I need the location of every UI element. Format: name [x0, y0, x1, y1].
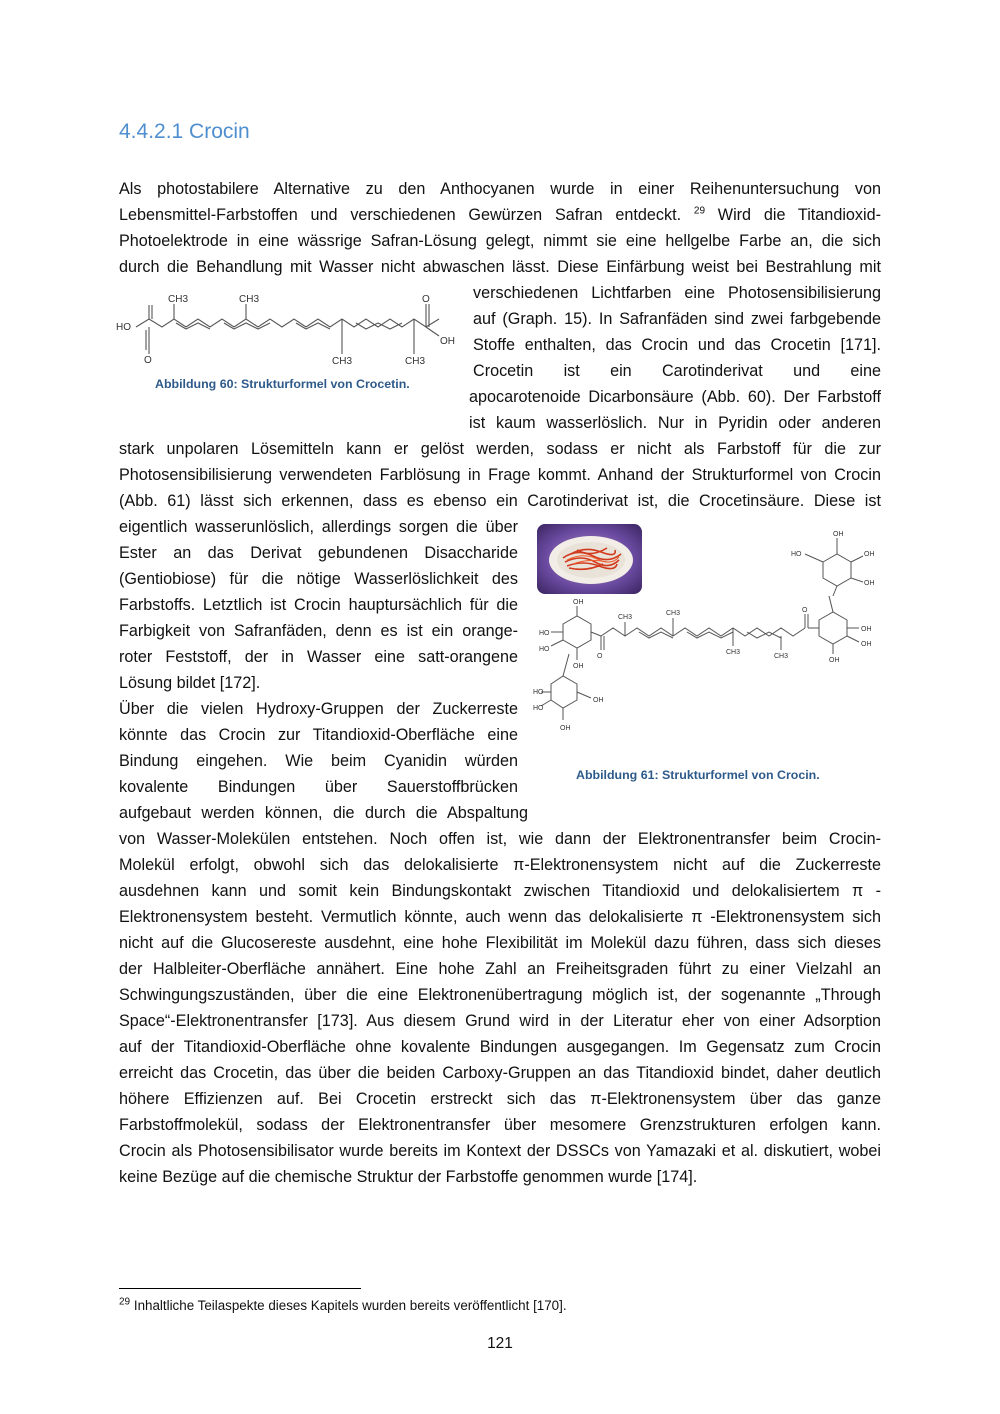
oxygen-label: O [144, 355, 152, 366]
text-line: roter Feststoff, der in Wasser eine satt-orangene [119, 648, 518, 666]
text-line: Schwingungszuständen, über die eine Elektronenübertragung möglich ist, der sogenannte „Through [119, 986, 881, 1004]
text-line: auf der Titandioxid-Oberfläche ohne kovalente Bindungen ausgegangen. Im Gegensatz zum Crocin [119, 1038, 881, 1056]
text-line: Space“-Elektronentransfer [173]. Aus diesem Grund wird in der Literatur eher von einer Adsorption [119, 1012, 881, 1030]
text-line: durch die Behandlung mit Wasser nicht abwaschen lässt. Diese Einfärbung weist bei Bestrahlung mit [119, 258, 881, 276]
footnote-divider [119, 1288, 361, 1289]
footnote-ref[interactable]: 29 [693, 205, 706, 217]
hydroxyl-label: HO [791, 551, 802, 558]
footnote-mark: 29 [119, 1296, 131, 1308]
hydroxyl-label: OH [560, 725, 571, 732]
hydroxyl-label: OH [833, 531, 844, 538]
text-line: von Wasser-Molekülen entstehen. Noch offen ist, wie dann der Elektronentransfer beim Crocin- [119, 830, 881, 848]
hydroxyl-label: HO [539, 646, 550, 653]
hydroxyl-label: HO [533, 705, 544, 712]
methyl-label: CH3 [239, 294, 260, 305]
text-line: Lebensmittel-Farbstoffen und verschiedenen Gewürzen Safran entdeckt. $^{29}$ Wird die Titandioxid- [119, 205, 881, 224]
hydroxyl-label: OH [864, 551, 875, 558]
text-line: Lösung bildet [172]. [119, 674, 261, 692]
hydroxyl-label: OH [864, 580, 875, 587]
hydroxyl-label: HO [533, 689, 544, 696]
text-line: nicht auf die Glucosereste ausdehnt, eine hohe Flexibilität im Molekül dazu führen, dass sich dieses [119, 934, 881, 952]
methyl-label: CH3 [774, 653, 789, 660]
crocin-skeleton [541, 538, 863, 720]
text-line: stark unpolaren Lösemitteln kann er gelöst werden, sodass er nicht als Farbstoff für die zur [119, 440, 881, 458]
text-line: Ester an das Derivat gebundenen Disaccharide [119, 544, 518, 562]
text-line: Photoelektrode in eine wässrige Safran-Lösung gelegt, nimmt sie eine hellgelbe Farbe an, die sich [119, 232, 881, 250]
hydroxyl-label: HO [539, 630, 550, 637]
text-line: Farbstoffmolekül, sodass der Elektronentransfer über mesomere Grenzstrukturen erfolgen kann. [119, 1116, 881, 1134]
footnote: $^{29}$ Inhaltliche Teilaspekte dieses Kapitels wurden bereits veröffentlicht [170]. [119, 1296, 567, 1313]
text-line: verschiedenen Lichtfarben eine Photosensibilisierung [473, 284, 881, 302]
text-line: Bindung eingehen. Wie beim Cyanidin würden [119, 752, 518, 770]
methyl-label: CH3 [618, 614, 633, 621]
text-line: eigentlich wasserunlöslich, allerdings sorgen die über [119, 518, 518, 536]
text-line: Als photostabilere Alternative zu den Anthocyanen wurde in einer Reihenuntersuchung von [119, 180, 881, 198]
text-line: Stoffe enthalten, das Crocin und das Crocetin [171]. [473, 336, 881, 354]
oxygen-label: O [597, 653, 603, 660]
text-line: Molekül erfolgt, obwohl sich das delokalisierte π-Elektronensystem nicht auf die Zuckerreste [119, 856, 881, 874]
methyl-label: CH3 [666, 610, 681, 617]
text-line: Crocetin ist ein Carotinderivat und eine [473, 362, 881, 380]
text-line: (Gentiobiose) für die nötige Wasserlöslichkeit des [119, 570, 518, 588]
methyl-label: CH3 [332, 356, 353, 367]
crocetin-skeleton [136, 304, 439, 354]
text-line: apocarotenoide Dicarbonsäure (Abb. 60). Der Farbstoff [469, 388, 881, 406]
text-line: ausdehnen kann und somit kein Bindungskontakt zwischen Titandioxid und delokalisiertem π - [119, 882, 881, 900]
hydroxyl-label: OH [573, 599, 584, 606]
text-line: der Halbleiter-Oberfläche annähert. Eine hohe Zahl an Freiheitsgraden führt zu einer Vielzahl an [119, 960, 881, 978]
methyl-label: CH3 [726, 649, 741, 656]
crocin-structure-figure [533, 526, 883, 736]
text-line: ist kaum wasserlöslich. Nur in Pyridin oder anderen [469, 414, 881, 432]
text-line: Crocin als Photosensibilisator wurde bereits im Kontext der DSSCs von Yamazaki et al. diskutiert, wobei [119, 1142, 881, 1160]
methyl-label: CH3 [168, 294, 189, 305]
text-line: Elektronensystem besteht. Vermutlich könnte, auch wenn das delokalisierte π -Elektronensystem sich [119, 908, 881, 926]
section-heading: 4.4.2.1 Crocin [119, 120, 250, 143]
hydroxyl-label: OH [593, 697, 604, 704]
hydroxyl-label: OH [440, 336, 455, 347]
hydroxyl-label: OH [829, 657, 840, 664]
figure-60-caption: Abbildung 60: Strukturformel von Crocetin. [155, 377, 410, 391]
text-line: Photosensibilisierung verwendeten Farblösung in Frage kommt. Anhand der Strukturformel von Crocin [119, 466, 881, 484]
text-line: Über die vielen Hydroxy-Gruppen der Zuckerreste [119, 700, 518, 718]
methyl-label: CH3 [405, 356, 426, 367]
hydroxyl-label: HO [116, 322, 131, 333]
text-line: auf (Graph. 15). In Safranfäden sind zwei farbgebende [473, 310, 881, 328]
crocetin-structure-figure [114, 292, 464, 378]
text-line: keine Bezüge auf die chemische Struktur der Farbstoffe genommen wurde [174]. [119, 1168, 698, 1186]
text-line: Farbstoffs. Letztlich ist Crocin hauptursächlich für die [119, 596, 518, 614]
hydroxyl-label: OH [861, 626, 872, 633]
text-line: Farbigkeit von Safranfäden, denn es ist ein orange- [119, 622, 518, 640]
page-number: 121 [487, 1335, 513, 1352]
figure-61-caption: Abbildung 61: Strukturformel von Crocin. [576, 768, 820, 782]
text-line: aufgebaut werden können, die durch die Abspaltung [119, 804, 528, 822]
oxygen-label: O [802, 607, 808, 614]
hydroxyl-label: OH [573, 663, 584, 670]
oxygen-label: O [422, 294, 430, 305]
text-line: kovalente Bindungen über Sauerstoffbrücken [119, 778, 518, 796]
text-line: erreicht das Crocetin, das über die beiden Carboxy-Gruppen an das Titandioxid bindet, daher deutlich [119, 1064, 881, 1082]
text-line: höhere Effizienzen auf. Bei Crocetin erstreckt sich das π-Elektronensystem über das ganze [119, 1090, 881, 1108]
hydroxyl-label: OH [861, 641, 872, 648]
text-line: (Abb. 61) lässt sich erkennen, dass es ebenso ein Carotinderivat ist, die Crocetinsäure. Diese ist [119, 492, 881, 510]
text-line: könnte das Crocin zur Titandioxid-Oberfläche eine [119, 726, 518, 744]
